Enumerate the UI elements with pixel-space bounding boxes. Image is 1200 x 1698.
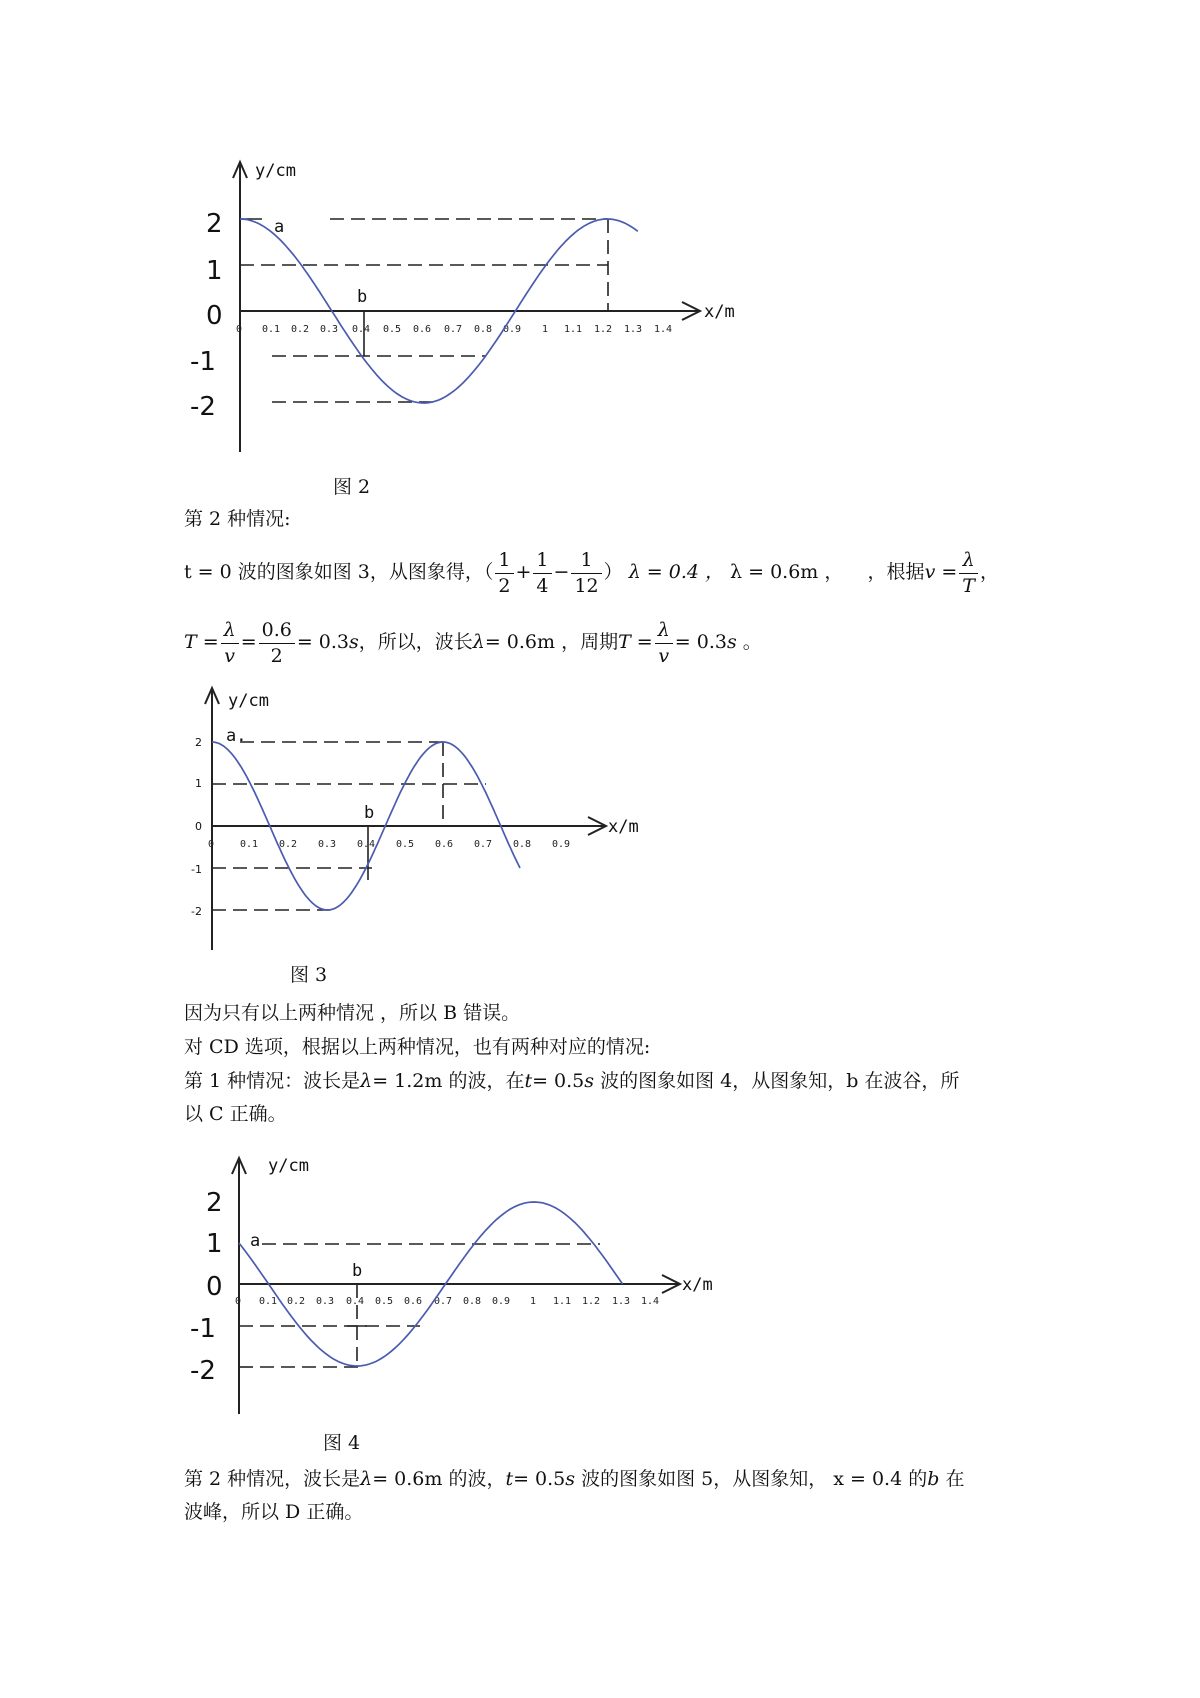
numerator: λ (221, 621, 239, 644)
x-tick-label: 1.2 (594, 324, 613, 335)
x-tick-label: 1 (542, 324, 549, 335)
text-run: 第 1 种情况：波长是 (184, 1070, 361, 1092)
text-run: 。 (736, 631, 762, 653)
y-axis-label: y/cm (255, 161, 296, 181)
x-tick-label: 0.9 (503, 324, 522, 335)
x-tick-label: 0.8 (513, 839, 532, 850)
x-axis-label: x/m (704, 302, 735, 322)
y-tick-label: 0 (206, 301, 223, 331)
y-axis-label: y/cm (228, 691, 269, 711)
x-tick-label: 0 (208, 839, 215, 850)
denominator: T (962, 574, 975, 597)
x-tick-label: 0 (235, 1296, 242, 1307)
unit: s (726, 631, 737, 653)
denominator: v (224, 644, 236, 667)
unit: s (349, 631, 359, 653)
y-axis-label: y/cm (268, 1156, 309, 1176)
symbol: λ (472, 631, 485, 653)
denominator: 12 (574, 574, 599, 597)
operator: + (515, 561, 532, 583)
text-run: = 1.2m 的波，在 (372, 1070, 525, 1092)
operator: − (553, 561, 570, 583)
denominator: v (658, 644, 670, 667)
text-run: = 0.3 (674, 631, 727, 653)
equation: λ = 0.6m ， (730, 561, 844, 583)
unit: s (584, 1070, 595, 1092)
x-tick-label: 1.3 (612, 1296, 631, 1307)
x-tick-label: 0.7 (474, 839, 493, 850)
y-tick-label: 1 (195, 777, 202, 790)
x-tick-label: 0.3 (320, 324, 339, 335)
denominator: 2 (498, 574, 511, 597)
x-tick-label: 1.2 (582, 1296, 601, 1307)
x-tick-label: 0.3 (316, 1296, 335, 1307)
x-tick-label: 0.8 (474, 324, 493, 335)
x-tick-label: 1.1 (553, 1296, 572, 1307)
text-run: ，根据 (867, 561, 925, 583)
equation: λ = 0.4 ， (628, 561, 724, 583)
numerator: 0.6 (259, 621, 295, 644)
y-tick-label: 1 (206, 256, 223, 286)
point-b-label: b (364, 803, 375, 823)
operator: = (240, 631, 257, 653)
x-tick-label: 0.1 (262, 324, 281, 335)
y-tick-label: 2 (206, 1188, 223, 1218)
text-run: = 0.5 (532, 1070, 585, 1092)
y-tick-label: -1 (190, 347, 216, 377)
x-tick-label: 0.6 (435, 839, 454, 850)
paragraph-cd-options: 对 CD 选项，根据以上两种情况，也有两种对应的情况: (184, 1036, 651, 1058)
x-axis-label: x/m (608, 817, 639, 837)
x-tick-label: 1.1 (564, 324, 583, 335)
text-run: 波的图象如图 5，从图象知， x = 0.4 的 (575, 1468, 928, 1490)
x-tick-label: 0.7 (434, 1296, 453, 1307)
x-tick-label: 0.2 (279, 839, 298, 850)
text-run: 波峰，所以 D 正确。 (184, 1501, 364, 1523)
text-run: = 0.5 (513, 1468, 566, 1490)
x-tick-labels (235, 1296, 659, 1307)
x-tick-label: 1.4 (641, 1296, 660, 1307)
text-run: = 0.6m 的波， (372, 1468, 506, 1490)
symbol: b (927, 1468, 940, 1490)
x-tick-label: 0.7 (444, 324, 463, 335)
text-run: ，所以，波长 (358, 631, 473, 653)
y-tick-label: -1 (191, 863, 202, 876)
case-2-heading: 第 2 种情况: (184, 508, 291, 530)
denominator: 2 (270, 644, 283, 667)
text-run: 第 2 种情况，波长是 (184, 1468, 361, 1490)
point-b-label: b (357, 287, 368, 307)
text-run: ， (979, 561, 999, 583)
x-tick-label: 0.1 (240, 839, 259, 850)
x-tick-label: 1 (530, 1296, 537, 1307)
x-tick-label: 0.3 (318, 839, 337, 850)
numerator: λ (959, 551, 978, 574)
numerator: λ (655, 621, 673, 644)
text-run: ） (603, 561, 623, 583)
point-a-label: a. (226, 726, 247, 746)
y-tick-label: -1 (190, 1314, 216, 1344)
y-tick-label: 1 (206, 1229, 223, 1259)
text-run: = 0.6m ，周期 (484, 631, 619, 653)
text-run: 以 C 正确。 (184, 1103, 287, 1125)
y-tick-label: 0 (206, 1272, 223, 1302)
numerator: 1 (533, 551, 551, 574)
text-run: t = 0 波的图象如图 3，从图象得，（ (184, 561, 494, 583)
paragraph-case-2-final (184, 1463, 1034, 1529)
numerator: 1 (571, 551, 601, 574)
text-run: 在 (939, 1468, 965, 1490)
numerator: 1 (495, 551, 513, 574)
y-tick-label: 2 (206, 209, 223, 239)
x-tick-label: 1.3 (624, 324, 643, 335)
x-tick-label: 0.5 (383, 324, 402, 335)
symbol: t (524, 1070, 533, 1092)
figure-4-caption: 图 4 (323, 1432, 361, 1454)
x-tick-label: 0.2 (287, 1296, 306, 1307)
symbol: t (505, 1468, 514, 1490)
y-tick-label: 0 (195, 820, 202, 833)
x-tick-label: 0.5 (375, 1296, 394, 1307)
x-tick-label: 0.9 (492, 1296, 511, 1307)
y-tick-label: -2 (190, 392, 216, 422)
text-run: = 0.3 (296, 631, 350, 653)
equation: T = (184, 631, 219, 653)
x-axis-label: x/m (682, 1275, 713, 1295)
figure-2-caption: 图 2 (333, 476, 371, 498)
x-tick-label: 0.5 (396, 839, 415, 850)
equation: T = (618, 631, 653, 653)
x-tick-label: 0.9 (552, 839, 571, 850)
x-tick-label: 0.6 (404, 1296, 423, 1307)
text-run: 波的图象如图 4，从图象知，b 在波谷，所 (594, 1070, 960, 1092)
point-b-label: b (352, 1261, 363, 1281)
unit: s (565, 1468, 576, 1490)
point-a-label: a (250, 1231, 261, 1251)
x-tick-label: 0.4 (357, 839, 376, 850)
point-a-label: a (274, 217, 285, 237)
symbol: λ (360, 1468, 373, 1490)
y-tick-label: -2 (190, 1356, 216, 1386)
x-tick-label: 0 (236, 324, 243, 335)
figure-3-caption: 图 3 (290, 964, 328, 986)
symbol: λ (360, 1070, 373, 1092)
x-tick-label: 0.6 (413, 324, 432, 335)
x-tick-label: 0.2 (291, 324, 310, 335)
equation: v = (924, 561, 958, 583)
y-tick-label: 2 (195, 736, 202, 749)
x-tick-label: 0.4 (346, 1296, 365, 1307)
x-tick-label: 0.1 (259, 1296, 278, 1307)
x-tick-label: 0.8 (463, 1296, 482, 1307)
x-tick-label: 1.4 (654, 324, 673, 335)
paragraph-b-wrong: 因为只有以上两种情况 ，所以 B 错误。 (184, 1002, 521, 1024)
denominator: 4 (536, 574, 549, 597)
y-tick-label: -2 (191, 905, 202, 918)
x-tick-label: 0.4 (352, 324, 371, 335)
